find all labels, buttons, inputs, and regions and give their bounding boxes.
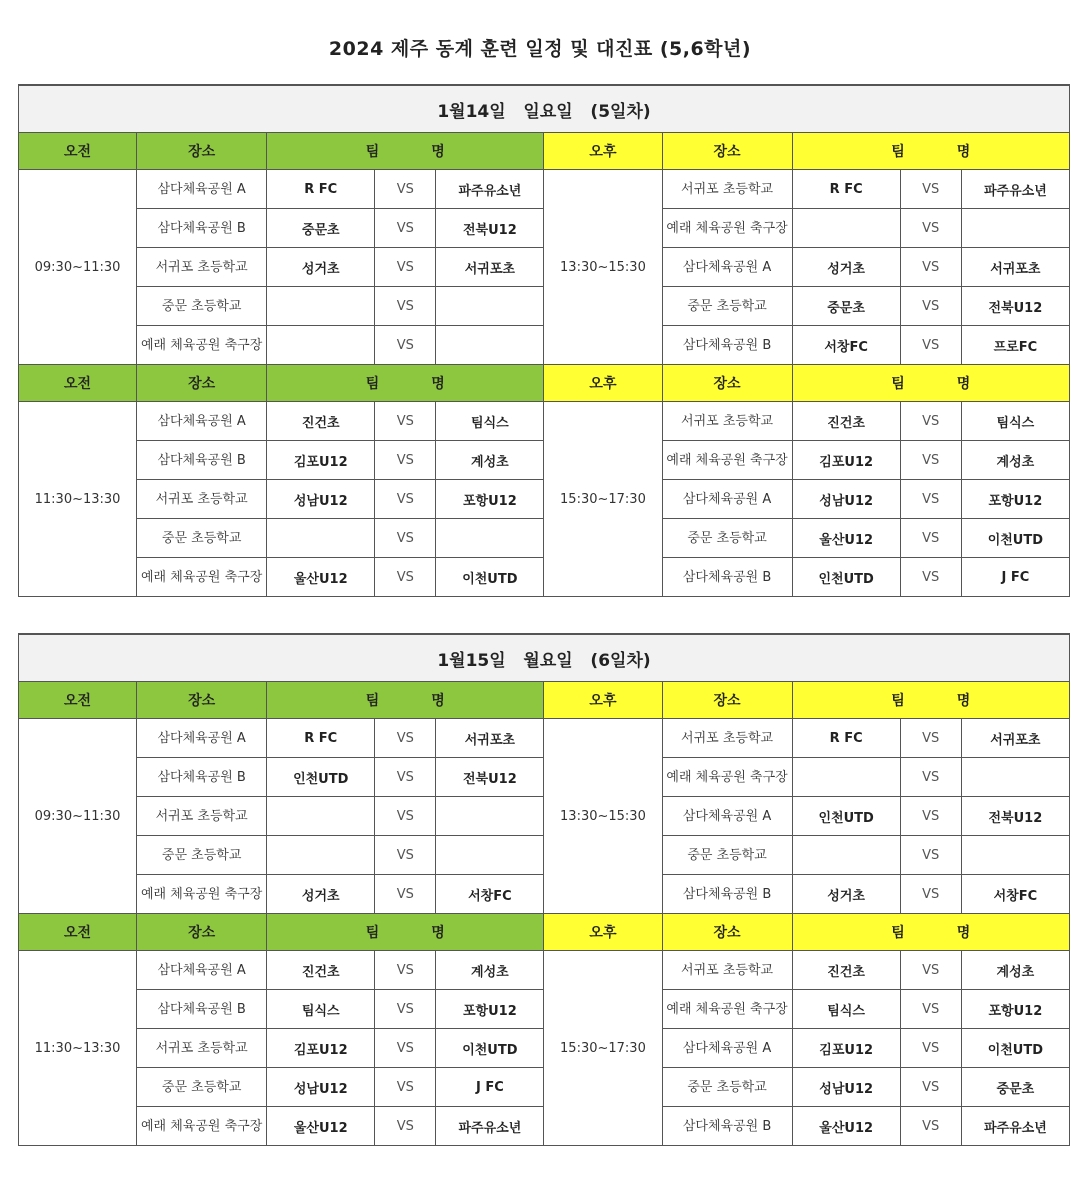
home-team-cell xyxy=(267,326,375,365)
venue-cell: 삼다체육공원 B xyxy=(662,558,792,597)
team-header-team-b: 명 xyxy=(956,693,971,709)
away-team-cell: 이천UTD xyxy=(436,558,544,597)
morning-label: 오전 xyxy=(19,914,137,951)
away-team-cell: 포항U12 xyxy=(961,480,1069,519)
away-team-cell: 계성초 xyxy=(436,441,544,480)
away-team-cell xyxy=(961,836,1069,875)
vs-cell: VS xyxy=(375,402,436,441)
away-team-cell: 서창FC xyxy=(436,875,544,914)
team-name-header xyxy=(792,133,1069,170)
home-team-cell: 성거초 xyxy=(267,875,375,914)
team-name-header xyxy=(267,682,544,719)
away-team-cell xyxy=(436,836,544,875)
venue-cell: 예래 체육공원 축구장 xyxy=(662,441,792,480)
venue-cell: 삼다체육공원 A xyxy=(662,248,792,287)
home-team-cell: 성남U12 xyxy=(792,1068,900,1107)
venue-cell: 삼다체육공원 A xyxy=(137,402,267,441)
venue-cell: 서귀포 초등학교 xyxy=(137,480,267,519)
team-header-team-b: 명 xyxy=(431,693,445,709)
home-team-cell: 중문초 xyxy=(267,209,375,248)
away-team-cell: J FC xyxy=(436,1068,544,1107)
team-name-header xyxy=(267,365,544,402)
venue-cell: 삼다체육공원 A xyxy=(662,1029,792,1068)
home-team-cell: 김포U12 xyxy=(267,441,375,480)
afternoon-time-slot: 13:30~15:30 xyxy=(544,719,662,914)
session-header-row xyxy=(19,914,1070,951)
away-team-cell: 전북U12 xyxy=(436,758,544,797)
vs-cell: VS xyxy=(900,480,961,519)
home-team-cell xyxy=(267,836,375,875)
team-header-team-a: 팀 xyxy=(365,925,380,941)
vs-cell: VS xyxy=(900,326,961,365)
venue-cell: 중문 초등학교 xyxy=(662,519,792,558)
venue-cell: 삼다체육공원 B xyxy=(662,875,792,914)
morning-time-slot: 09:30~11:30 xyxy=(19,719,137,914)
vs-cell: VS xyxy=(375,951,436,990)
team-header-team-a: 팀 xyxy=(365,693,380,709)
morning-label: 오전 xyxy=(19,133,137,170)
vs-cell: VS xyxy=(900,558,961,597)
away-team-cell: 전북U12 xyxy=(961,287,1069,326)
venue-cell: 삼다체육공원 A xyxy=(137,951,267,990)
vs-cell: VS xyxy=(900,1029,961,1068)
vs-cell: VS xyxy=(900,1068,961,1107)
away-team-cell: 프로FC xyxy=(961,326,1069,365)
morning-time-slot: 09:30~11:30 xyxy=(19,170,137,365)
venue-cell: 예래 체육공원 축구장 xyxy=(662,990,792,1029)
home-team-cell xyxy=(792,836,900,875)
home-team-cell: 진건초 xyxy=(792,951,900,990)
away-team-cell xyxy=(436,519,544,558)
away-team-cell xyxy=(961,758,1069,797)
venue-header: 장소 xyxy=(662,365,792,402)
match-row xyxy=(19,170,1070,209)
vs-cell: VS xyxy=(900,519,961,558)
away-team-cell: 서창FC xyxy=(961,875,1069,914)
schedule-table-day-2 xyxy=(18,633,1070,1146)
vs-cell: VS xyxy=(375,209,436,248)
vs-cell: VS xyxy=(900,1107,961,1146)
venue-cell: 중문 초등학교 xyxy=(137,519,267,558)
team-header-team-a: 팀 xyxy=(365,144,380,160)
home-team-cell: 성거초 xyxy=(792,248,900,287)
afternoon-time-slot: 15:30~17:30 xyxy=(544,402,662,597)
vs-cell: VS xyxy=(900,990,961,1029)
vs-cell: VS xyxy=(375,1107,436,1146)
away-team-cell: 계성초 xyxy=(961,951,1069,990)
venue-cell: 삼다체육공원 B xyxy=(662,326,792,365)
home-team-cell xyxy=(792,209,900,248)
venue-cell: 예래 체육공원 축구장 xyxy=(137,1107,267,1146)
away-team-cell: 포항U12 xyxy=(436,480,544,519)
home-team-cell: 김포U12 xyxy=(792,441,900,480)
venue-cell: 삼다체육공원 B xyxy=(662,1107,792,1146)
home-team-cell: R FC xyxy=(267,170,375,209)
home-team-cell: 김포U12 xyxy=(792,1029,900,1068)
venue-cell: 서귀포 초등학교 xyxy=(137,248,267,287)
home-team-cell: R FC xyxy=(792,719,900,758)
away-team-cell: 이천UTD xyxy=(436,1029,544,1068)
venue-header: 장소 xyxy=(137,365,267,402)
venue-cell: 예래 체육공원 축구장 xyxy=(662,209,792,248)
venue-cell: 삼다체육공원 A xyxy=(137,719,267,758)
home-team-cell: R FC xyxy=(792,170,900,209)
team-header-team-b: 명 xyxy=(956,925,971,941)
venue-cell: 삼다체육공원 A xyxy=(662,797,792,836)
vs-cell: VS xyxy=(900,951,961,990)
team-header-team-a: 팀 xyxy=(891,144,905,160)
team-name-header xyxy=(267,133,544,170)
venue-header: 장소 xyxy=(662,914,792,951)
venue-cell: 예래 체육공원 축구장 xyxy=(137,558,267,597)
home-team-cell: 성남U12 xyxy=(792,480,900,519)
venue-cell: 예래 체육공원 축구장 xyxy=(137,875,267,914)
match-row xyxy=(19,719,1070,758)
schedule-table-day-1 xyxy=(18,84,1070,597)
vs-cell: VS xyxy=(375,1029,436,1068)
team-header-team-a: 팀 xyxy=(891,376,905,392)
afternoon-label: 오후 xyxy=(544,365,662,402)
team-header-team-b: 명 xyxy=(431,144,445,160)
vs-cell: VS xyxy=(375,519,436,558)
vs-cell: VS xyxy=(900,758,961,797)
venue-cell: 서귀포 초등학교 xyxy=(137,1029,267,1068)
home-team-cell: 진건초 xyxy=(267,951,375,990)
vs-cell: VS xyxy=(900,402,961,441)
venue-header: 장소 xyxy=(137,682,267,719)
vs-cell: VS xyxy=(375,875,436,914)
home-team-cell: 울산U12 xyxy=(267,558,375,597)
vs-cell: VS xyxy=(375,480,436,519)
vs-cell: VS xyxy=(900,287,961,326)
home-team-cell: 성남U12 xyxy=(267,480,375,519)
home-team-cell xyxy=(792,758,900,797)
home-team-cell: 성남U12 xyxy=(267,1068,375,1107)
team-header-team-a: 팀 xyxy=(891,925,905,941)
afternoon-label: 오후 xyxy=(544,682,662,719)
away-team-cell: 이천UTD xyxy=(961,519,1069,558)
afternoon-label: 오후 xyxy=(544,133,662,170)
away-team-cell: 파주유소년 xyxy=(961,170,1069,209)
vs-cell: VS xyxy=(900,719,961,758)
venue-cell: 삼다체육공원 A xyxy=(662,480,792,519)
venue-cell: 중문 초등학교 xyxy=(137,836,267,875)
away-team-cell: 계성초 xyxy=(961,441,1069,480)
session-header-row xyxy=(19,365,1070,402)
venue-cell: 중문 초등학교 xyxy=(662,1068,792,1107)
away-team-cell xyxy=(436,287,544,326)
home-team-cell: 성거초 xyxy=(792,875,900,914)
venue-cell: 삼다체육공원 B xyxy=(137,441,267,480)
vs-cell: VS xyxy=(375,248,436,287)
home-team-cell: 울산U12 xyxy=(267,1107,375,1146)
away-team-cell: 팀식스 xyxy=(436,402,544,441)
session-header-row xyxy=(19,133,1070,170)
afternoon-time-slot: 15:30~17:30 xyxy=(544,951,662,1146)
away-team-cell: 이천UTD xyxy=(961,1029,1069,1068)
vs-cell: VS xyxy=(900,441,961,480)
home-team-cell: 김포U12 xyxy=(267,1029,375,1068)
venue-cell: 중문 초등학교 xyxy=(137,287,267,326)
date-header: 1월15일 월요일 (6일차) xyxy=(19,634,1070,682)
vs-cell: VS xyxy=(900,209,961,248)
away-team-cell: 전북U12 xyxy=(436,209,544,248)
away-team-cell: 중문초 xyxy=(961,1068,1069,1107)
vs-cell: VS xyxy=(375,287,436,326)
team-header-team-b: 명 xyxy=(956,376,971,392)
vs-cell: VS xyxy=(375,1068,436,1107)
venue-cell: 서귀포 초등학교 xyxy=(662,170,792,209)
away-team-cell: 포항U12 xyxy=(961,990,1069,1029)
away-team-cell: 파주유소년 xyxy=(436,170,544,209)
home-team-cell: 인천UTD xyxy=(792,797,900,836)
away-team-cell: 계성초 xyxy=(436,951,544,990)
away-team-cell: 서귀포초 xyxy=(961,719,1069,758)
venue-cell: 서귀포 초등학교 xyxy=(662,402,792,441)
vs-cell: VS xyxy=(900,170,961,209)
team-header-team-b: 명 xyxy=(956,144,971,160)
venue-cell: 중문 초등학교 xyxy=(662,836,792,875)
team-name-header xyxy=(267,914,544,951)
date-row xyxy=(19,634,1070,682)
morning-label: 오전 xyxy=(19,682,137,719)
team-header-team-b: 명 xyxy=(431,376,445,392)
vs-cell: VS xyxy=(900,797,961,836)
venue-cell: 삼다체육공원 B xyxy=(137,209,267,248)
team-header-team-b: 명 xyxy=(431,925,445,941)
morning-time-slot: 11:30~13:30 xyxy=(19,402,137,597)
home-team-cell: 팀식스 xyxy=(267,990,375,1029)
vs-cell: VS xyxy=(900,875,961,914)
vs-cell: VS xyxy=(375,441,436,480)
home-team-cell xyxy=(267,519,375,558)
venue-header: 장소 xyxy=(137,133,267,170)
vs-cell: VS xyxy=(900,248,961,287)
date-row xyxy=(19,85,1070,133)
home-team-cell xyxy=(267,797,375,836)
away-team-cell: 포항U12 xyxy=(436,990,544,1029)
home-team-cell: 팀식스 xyxy=(792,990,900,1029)
vs-cell: VS xyxy=(375,758,436,797)
match-row xyxy=(19,951,1070,990)
venue-cell: 중문 초등학교 xyxy=(662,287,792,326)
away-team-cell xyxy=(436,326,544,365)
home-team-cell: 울산U12 xyxy=(792,1107,900,1146)
away-team-cell: J FC xyxy=(961,558,1069,597)
vs-cell: VS xyxy=(375,797,436,836)
away-team-cell xyxy=(436,797,544,836)
venue-cell: 서귀포 초등학교 xyxy=(137,797,267,836)
venue-cell: 예래 체육공원 축구장 xyxy=(662,758,792,797)
team-name-header xyxy=(792,365,1069,402)
page-title: 2024 제주 동계 훈련 일정 및 대진표 (5,6학년) xyxy=(328,38,752,60)
venue-header: 장소 xyxy=(662,133,792,170)
team-name-header xyxy=(792,914,1069,951)
vs-cell: VS xyxy=(375,836,436,875)
away-team-cell: 서귀포초 xyxy=(961,248,1069,287)
team-header-team-a: 팀 xyxy=(891,693,905,709)
away-team-cell xyxy=(961,209,1069,248)
home-team-cell: 인천UTD xyxy=(792,558,900,597)
venue-cell: 서귀포 초등학교 xyxy=(662,951,792,990)
venue-header: 장소 xyxy=(662,682,792,719)
away-team-cell: 파주유소년 xyxy=(961,1107,1069,1146)
away-team-cell: 전북U12 xyxy=(961,797,1069,836)
date-header: 1월14일 일요일 (5일차) xyxy=(19,85,1070,133)
home-team-cell: 진건초 xyxy=(792,402,900,441)
home-team-cell: 서창FC xyxy=(792,326,900,365)
venue-cell: 예래 체육공원 축구장 xyxy=(137,326,267,365)
venue-cell: 삼다체육공원 B xyxy=(137,758,267,797)
morning-time-slot: 11:30~13:30 xyxy=(19,951,137,1146)
vs-cell: VS xyxy=(375,719,436,758)
session-header-row xyxy=(19,682,1070,719)
team-header-team-a: 팀 xyxy=(365,376,380,392)
afternoon-label: 오후 xyxy=(544,914,662,951)
venue-cell: 삼다체육공원 A xyxy=(137,170,267,209)
away-team-cell: 서귀포초 xyxy=(436,248,544,287)
venue-header: 장소 xyxy=(137,914,267,951)
morning-label: 오전 xyxy=(19,365,137,402)
venue-cell: 서귀포 초등학교 xyxy=(662,719,792,758)
away-team-cell: 팀식스 xyxy=(961,402,1069,441)
away-team-cell: 파주유소년 xyxy=(436,1107,544,1146)
team-name-header xyxy=(792,682,1069,719)
vs-cell: VS xyxy=(375,326,436,365)
home-team-cell: 울산U12 xyxy=(792,519,900,558)
vs-cell: VS xyxy=(900,836,961,875)
home-team-cell: R FC xyxy=(267,719,375,758)
home-team-cell: 성거초 xyxy=(267,248,375,287)
afternoon-time-slot: 13:30~15:30 xyxy=(544,170,662,365)
home-team-cell: 진건초 xyxy=(267,402,375,441)
home-team-cell: 인천UTD xyxy=(267,758,375,797)
vs-cell: VS xyxy=(375,170,436,209)
vs-cell: VS xyxy=(375,990,436,1029)
venue-cell: 중문 초등학교 xyxy=(137,1068,267,1107)
vs-cell: VS xyxy=(375,558,436,597)
home-team-cell: 중문초 xyxy=(792,287,900,326)
venue-cell: 삼다체육공원 B xyxy=(137,990,267,1029)
away-team-cell: 서귀포초 xyxy=(436,719,544,758)
home-team-cell xyxy=(267,287,375,326)
match-row xyxy=(19,402,1070,441)
